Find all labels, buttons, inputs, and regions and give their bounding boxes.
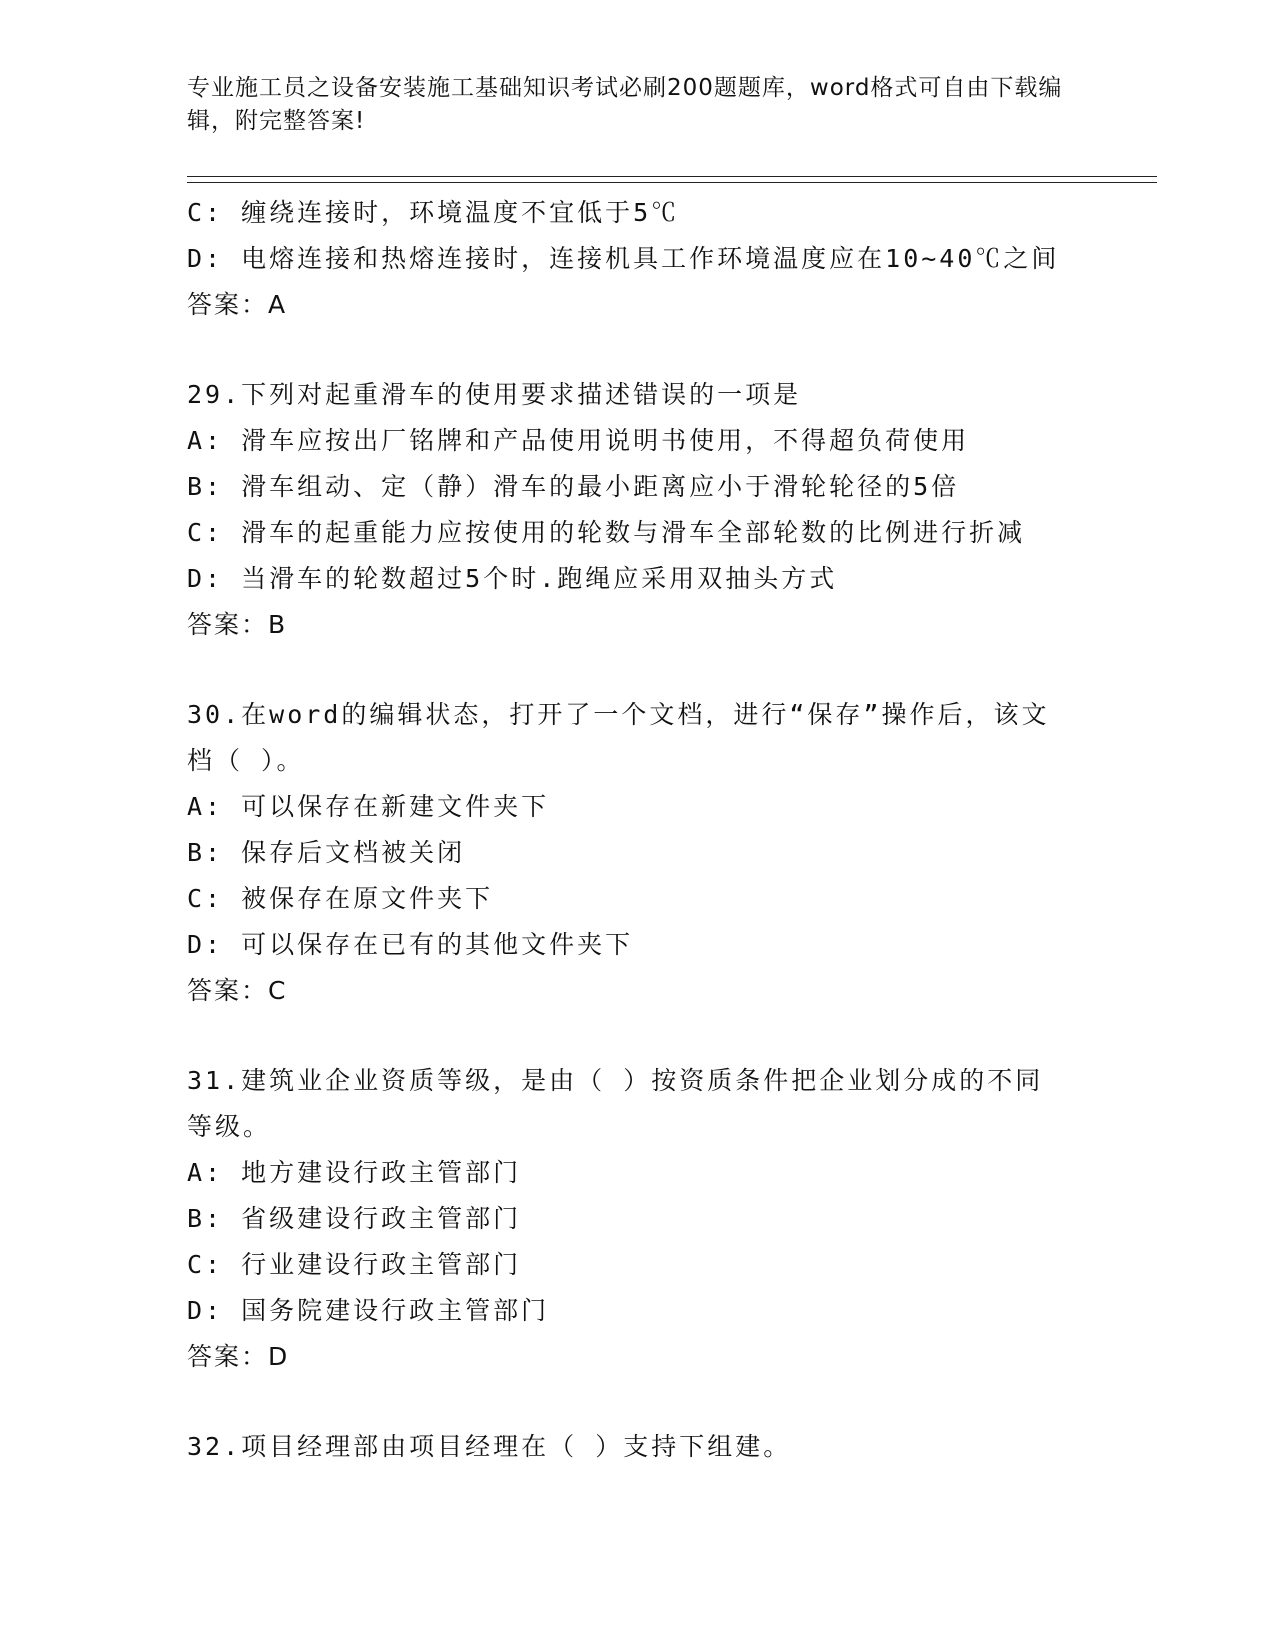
option-line: A: 地方建设行政主管部门 bbox=[187, 1158, 522, 1187]
option-line: D: 国务院建设行政主管部门 bbox=[187, 1296, 550, 1325]
page-header-title: 专业施工员之设备安装施工基础知识考试必刷200题题库，word格式可自由下载编辑，附完整答案! bbox=[187, 75, 1063, 134]
answer-line: 答案：A bbox=[187, 290, 288, 319]
answer-line: 答案：C bbox=[187, 976, 288, 1005]
question-text: 29.下列对起重滑车的使用要求描述错误的一项是 bbox=[187, 380, 802, 409]
option-line: B: 滑车组动、定（静）滑车的最小距离应小于滑轮轮径的5倍 bbox=[187, 472, 960, 501]
option-line: D: 当滑车的轮数超过5个时.跑绳应采用双抽头方式 bbox=[187, 564, 838, 593]
question-32 bbox=[187, 1424, 1087, 1470]
question-30 bbox=[187, 692, 1087, 1014]
document-page bbox=[187, 0, 1157, 1650]
option-line: C: 缠绕连接时，环境温度不宜低于5℃ bbox=[187, 198, 680, 227]
answer-line: 答案：D bbox=[187, 1342, 290, 1371]
option-line: A: 滑车应按出厂铭牌和产品使用说明书使用，不得超负荷使用 bbox=[187, 426, 970, 455]
question-text: 32.项目经理部由项目经理在（ ）支持下组建。 bbox=[187, 1432, 792, 1461]
option-line: D: 可以保存在已有的其他文件夹下 bbox=[187, 930, 634, 959]
option-line: B: 省级建设行政主管部门 bbox=[187, 1204, 522, 1233]
option-line: D: 电熔连接和热熔连接时，连接机具工作环境温度应在10~40℃之间 bbox=[187, 244, 1060, 273]
answer-line: 答案：B bbox=[187, 610, 288, 639]
question-text: 30.在word的编辑状态，打开了一个文档，进行“保存”操作后，该文档（ ）。 bbox=[187, 700, 1050, 775]
header-rule-bottom bbox=[187, 182, 1157, 183]
option-line: C: 行业建设行政主管部门 bbox=[187, 1250, 522, 1279]
option-line: A: 可以保存在新建文件夹下 bbox=[187, 792, 550, 821]
option-line: C: 滑车的起重能力应按使用的轮数与滑车全部轮数的比例进行折减 bbox=[187, 518, 1026, 547]
question-29 bbox=[187, 372, 1087, 648]
question-content bbox=[187, 190, 1087, 1470]
continuation-block bbox=[187, 190, 1087, 328]
option-line: B: 保存后文档被关闭 bbox=[187, 838, 466, 867]
header-rule-top bbox=[187, 176, 1157, 177]
option-line: C: 被保存在原文件夹下 bbox=[187, 884, 494, 913]
question-text: 31.建筑业企业资质等级，是由（ ）按资质条件把企业划分成的不同等级。 bbox=[187, 1066, 1044, 1141]
question-31 bbox=[187, 1058, 1087, 1380]
